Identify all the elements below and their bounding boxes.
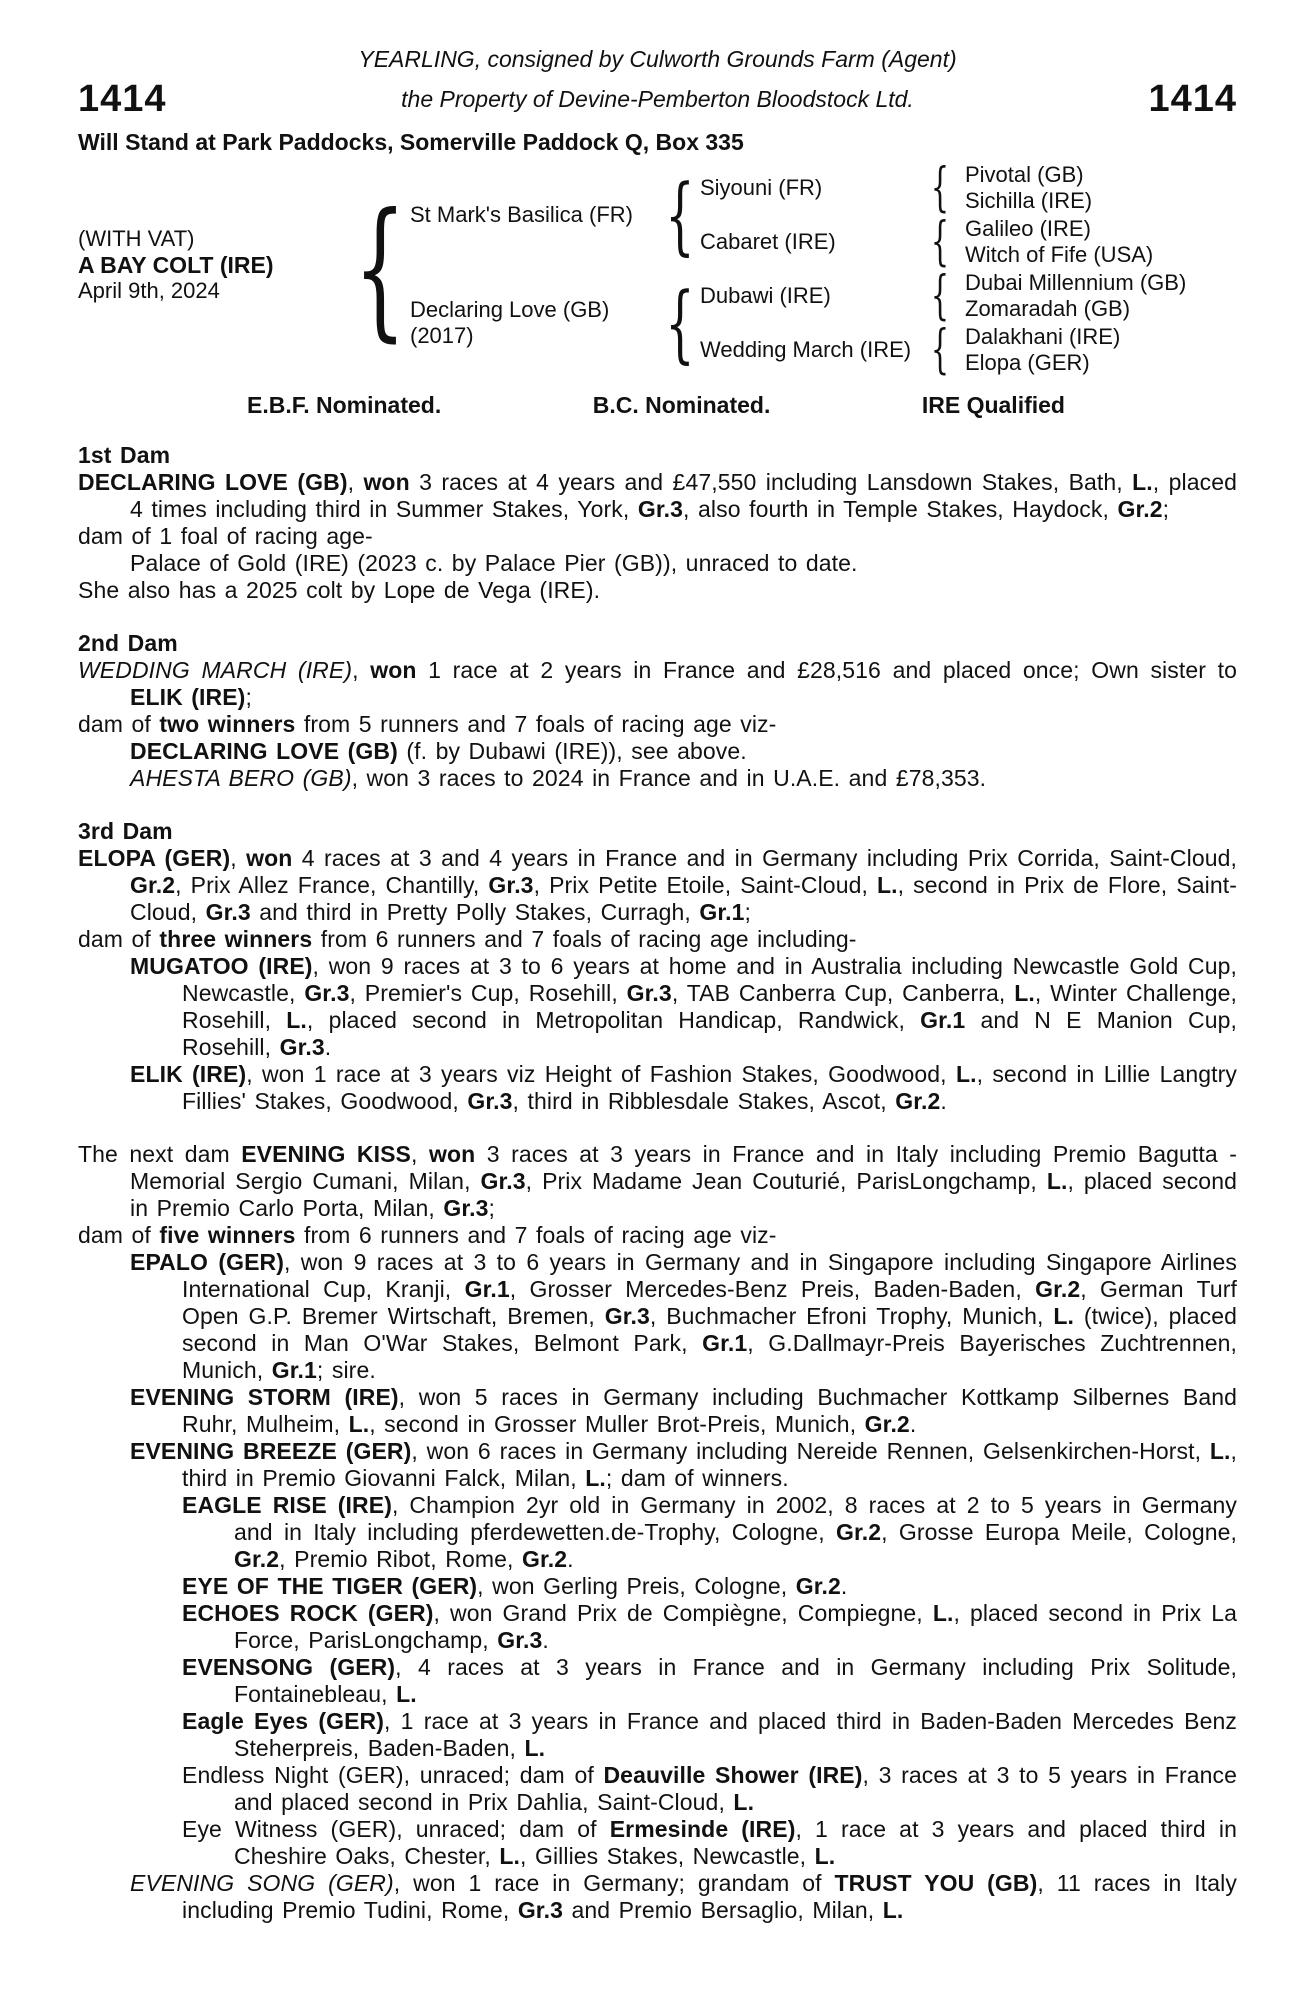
text-segment: Gr.1: [271, 1357, 317, 1383]
text-segment: , second in Lillie Langtry Fillies' Stakes, Goodwood,: [182, 1061, 1237, 1114]
text-segment: five winners: [159, 1222, 296, 1248]
text-segment: , won 6 races in Germany including Nereide Rennen, Gelsenkirchen-Horst,: [411, 1438, 1210, 1464]
gen3-ancestor: Sichilla (IRE): [965, 188, 1093, 213]
text-segment: Gr.2: [521, 1546, 568, 1572]
text-segment: ,: [352, 657, 371, 683]
sire-name: St Mark's Basilica (FR): [410, 202, 633, 227]
produce-intro-2: [78, 711, 1237, 738]
consignor-line: YEARLING, consigned by Culworth Grounds Farm (Agent): [358, 46, 957, 72]
text-segment: won: [363, 469, 410, 495]
text-segment: ,: [347, 469, 364, 495]
text-segment: , Grosse Europa Meile, Cologne,: [881, 1519, 1237, 1545]
text-segment: from 6 runners and 7 foals of racing age including-: [312, 926, 857, 952]
text-segment: Gr.2: [835, 1519, 882, 1545]
palace-of-gold-entry: [78, 550, 1237, 577]
text-segment: L.: [1053, 1303, 1074, 1329]
text-segment: , German Turf Open G.P. Bremer Wirtschaft, Bremen,: [182, 1276, 1237, 1329]
brace-icon: {: [930, 212, 950, 272]
text-segment: Gr.2: [130, 872, 176, 898]
text-segment: Eagle Eyes (GER): [182, 1708, 384, 1734]
endless-night-entry: [78, 1762, 1237, 1816]
text-segment: ELIK (IRE): [130, 684, 246, 710]
text-segment: dam of: [78, 1222, 160, 1248]
text-segment: , 1 race at 3 years and placed third in Cheshire Oaks, Chester,: [234, 1816, 1237, 1869]
text-segment: , Gillies Stakes, Newcastle,: [519, 1843, 815, 1869]
text-segment: Gr.1: [699, 899, 745, 925]
catalog-body: [78, 442, 1237, 1924]
text-segment: Eye Witness (GER), unraced; dam of: [182, 1816, 610, 1842]
text-segment: ELOPA (GER): [78, 845, 231, 871]
subject-name: A BAY COLT (IRE): [78, 252, 274, 278]
ire-qualified-label: IRE Qualified: [921, 392, 1065, 418]
text-segment: from 5 runners and 7 foals of racing age viz-: [295, 711, 777, 737]
text-segment: MUGATOO (IRE): [130, 953, 313, 979]
text-segment: , Prix Madame Jean Couturié, ParisLongchamp,: [525, 1168, 1047, 1194]
text-segment: EPALO (GER): [130, 1249, 284, 1275]
text-segment: Gr.3: [497, 1627, 543, 1653]
elopa-entry: [78, 845, 1237, 926]
text-segment: The next dam: [78, 1141, 242, 1167]
text-segment: EVENING BREEZE (GER): [130, 1438, 412, 1464]
text-segment: , placed 4 times including third in Summer Stakes, York,: [130, 469, 1238, 522]
evensong-entry: [78, 1654, 1237, 1708]
text-segment: , Winter Challenge, Rosehill,: [182, 980, 1237, 1033]
brace-icon: {: [665, 166, 695, 264]
elik-entry: [78, 1061, 1237, 1115]
text-segment: ,: [230, 845, 247, 871]
brace-icon: {: [353, 182, 407, 356]
gen3-ancestor: Elopa (GER): [965, 350, 1090, 375]
text-segment: Gr.3: [517, 1897, 563, 1923]
eye-witness-entry: [78, 1816, 1237, 1870]
text-segment: , G.Dallmayr-Preis Bayerisches Zuchtrennen, Munich,: [182, 1330, 1237, 1383]
text-segment: , Premio Ribot, Rome,: [279, 1546, 522, 1572]
property-line: the Property of Devine-Pemberton Bloodstock Ltd.: [401, 85, 914, 112]
colt-note: [78, 577, 1237, 604]
text-segment: won: [370, 657, 417, 683]
text-segment: , won 9 races at 3 to 6 years in Germany and in Singapore including Singapore Airlines International Cup, Kranji,: [182, 1249, 1237, 1302]
text-segment: , Prix Petite Etoile, Saint-Cloud,: [533, 872, 877, 898]
text-segment: .: [840, 1573, 848, 1599]
dam-year: (2017): [410, 323, 474, 348]
nominations-row: [78, 391, 1237, 420]
bc-nominated-label: B.C. Nominated.: [592, 392, 771, 418]
text-segment: Ermesinde (IRE): [609, 1816, 796, 1842]
text-segment: three winners: [159, 926, 313, 952]
sire-of-sire: Siyouni (FR): [700, 175, 823, 200]
produce-intro-3: [78, 926, 1237, 953]
evening-kiss-entry: [78, 1141, 1237, 1222]
sire-of-dam: Dubawi (IRE): [700, 283, 831, 308]
text-segment: Palace of Gold (IRE) (2023 c. by Palace Pier (GB)), unraced to date.: [130, 550, 858, 576]
text-segment: .: [940, 1088, 947, 1114]
text-segment: , placed second in Premio Carlo Porta, Milan,: [130, 1168, 1237, 1221]
dam-name: Declaring Love (GB): [410, 297, 610, 322]
text-segment: (f. by Dubawi (IRE)), see above.: [397, 738, 747, 764]
text-segment: , 1 race at 3 years in France and placed third in Baden-Baden Mercedes Benz Steherpreis, Baden-Baden,: [234, 1708, 1237, 1761]
text-segment: two winners: [159, 711, 296, 737]
pedigree-tree: [78, 158, 1237, 380]
text-segment: Gr.3: [637, 496, 684, 522]
produce-intro-1: [78, 523, 1237, 550]
text-segment: Deauville Shower (IRE): [603, 1762, 863, 1788]
gen3-ancestor: Pivotal (GB): [965, 162, 1084, 187]
text-segment: L.: [814, 1843, 836, 1869]
text-segment: , Grosser Mercedes-Benz Preis, Baden-Baden,: [509, 1276, 1036, 1302]
text-segment: Gr.2: [795, 1573, 841, 1599]
text-segment: , placed second in Metropolitan Handicap, Randwick,: [306, 1007, 921, 1033]
text-segment: won: [246, 845, 293, 871]
text-segment: , won 1 race in Germany; grandam of: [393, 1870, 835, 1896]
text-segment: L.: [1132, 469, 1153, 495]
brace-icon: {: [930, 320, 950, 380]
evening-song-entry: [78, 1870, 1237, 1924]
produce-intro-4: [78, 1222, 1237, 1249]
text-segment: from 6 runners and 7 foals of racing age viz-: [295, 1222, 777, 1248]
text-segment: , won 1 race at 3 years viz Height of Fashion Stakes, Goodwood,: [246, 1061, 956, 1087]
text-segment: EAGLE RISE (IRE): [182, 1492, 392, 1518]
text-segment: , TAB Canberra Cup, Canberra,: [671, 980, 1015, 1006]
brace-icon: {: [930, 158, 950, 218]
text-segment: ; sire.: [316, 1357, 376, 1383]
text-segment: L.: [877, 872, 898, 898]
foaling-date: April 9th, 2024: [78, 278, 220, 303]
text-segment: , Prix Allez France, Chantilly,: [175, 872, 489, 898]
ahesta-bero-entry: [78, 765, 1237, 792]
text-segment: EVENSONG (GER): [182, 1654, 396, 1680]
text-segment: 3 races at 4 years and £47,550 including Lansdown Stakes, Bath,: [409, 469, 1133, 495]
text-segment: , won 3 races to 2024 in France and in U.A.E. and £78,353.: [351, 765, 987, 791]
text-segment: dam of: [78, 926, 160, 952]
mugatoo-entry: [78, 953, 1237, 1061]
gen3-ancestor: Dalakhani (IRE): [965, 324, 1121, 349]
text-segment: Gr.3: [626, 980, 672, 1006]
text-segment: EYE OF THE TIGER (GER): [182, 1573, 478, 1599]
text-segment: , won Gerling Preis, Cologne,: [477, 1573, 796, 1599]
text-segment: 2nd Dam: [78, 630, 178, 656]
text-segment: and N E Manion Cup, Rosehill,: [182, 1007, 1237, 1060]
text-segment: L.: [955, 1061, 977, 1087]
text-segment: 1st Dam: [78, 442, 171, 468]
echoes-rock-entry: [78, 1600, 1237, 1654]
eagle-eyes-entry: [78, 1708, 1237, 1762]
ebf-nominated-label: E.B.F. Nominated.: [247, 392, 442, 418]
text-segment: , second in Grosser Muller Brot-Preis, Munich,: [369, 1411, 865, 1437]
text-segment: Gr.3: [467, 1088, 513, 1114]
text-segment: Gr.3: [488, 872, 534, 898]
declaring-love-produce: [78, 738, 1237, 765]
gen3-ancestor: Witch of Fife (USA): [965, 242, 1154, 267]
text-segment: 4 races at 3 and 4 years in France and in Germany including Prix Corrida, Saint-Cloud,: [292, 845, 1238, 871]
text-segment: L.: [585, 1465, 606, 1491]
text-segment: , third in Premio Giovanni Falck, Milan,: [182, 1438, 1237, 1491]
text-segment: ; dam of winners.: [605, 1465, 789, 1491]
brace-icon: {: [930, 266, 950, 326]
text-segment: Gr.3: [480, 1168, 526, 1194]
text-segment: dam of: [78, 711, 160, 737]
text-segment: ECHOES ROCK (GER): [182, 1600, 434, 1626]
text-segment: Gr.3: [443, 1195, 489, 1221]
text-segment: ;: [488, 1195, 496, 1221]
lot-number-right: 1414: [1148, 78, 1237, 120]
text-segment: L.: [733, 1789, 755, 1815]
evening-storm-entry: [78, 1384, 1237, 1438]
text-segment: , also fourth in Temple Stakes, Haydock,: [683, 496, 1118, 522]
text-segment: Gr.3: [205, 899, 251, 925]
epalo-entry: [78, 1249, 1237, 1384]
text-segment: Gr.2: [1035, 1276, 1081, 1302]
text-segment: Gr.2: [895, 1088, 941, 1114]
dam3-heading: [78, 818, 1237, 845]
text-segment: dam of 1 foal of racing age-: [78, 523, 373, 549]
declaring-love-entry: [78, 469, 1237, 523]
lot-number-left: 1414: [78, 78, 167, 120]
text-segment: .: [567, 1546, 574, 1572]
text-segment: She also has a 2025 colt by Lope de Vega (IRE).: [78, 577, 601, 603]
text-segment: , won 9 races at 3 to 6 years at home and in Australia including Newcastle Gold Cup, Newcastle,: [182, 953, 1238, 1006]
text-segment: ;: [744, 899, 752, 925]
text-segment: L.: [1014, 980, 1035, 1006]
brace-icon: {: [665, 274, 695, 372]
lot-row: [78, 78, 1237, 120]
dam2-heading: [78, 630, 1237, 657]
text-segment: Gr.1: [702, 1330, 748, 1356]
text-segment: Endless Night (GER), unraced; dam of: [182, 1762, 604, 1788]
text-segment: Gr.3: [604, 1303, 650, 1329]
text-segment: L.: [1046, 1168, 1068, 1194]
vat-note: (WITH VAT): [78, 226, 195, 251]
text-segment: Gr.1: [464, 1276, 510, 1302]
text-segment: DECLARING LOVE (GB): [78, 469, 348, 495]
gen3-ancestor: Galileo (IRE): [965, 216, 1091, 241]
text-segment: , 11 races in Italy including Premio Tudini, Rome,: [182, 1870, 1237, 1923]
text-segment: L.: [932, 1600, 954, 1626]
text-segment: ELIK (IRE): [130, 1061, 247, 1087]
text-segment: EVENING STORM (IRE): [130, 1384, 399, 1410]
text-segment: ,: [411, 1141, 429, 1167]
text-segment: , 3 races at 3 to 5 years in France and placed second in Prix Dahlia, Saint-Cloud,: [234, 1762, 1237, 1815]
dam-of-dam: Wedding March (IRE): [700, 337, 912, 362]
text-segment: , won Grand Prix de Compiègne, Compiegne,: [433, 1600, 933, 1626]
text-segment: L.: [499, 1843, 520, 1869]
text-segment: , placed second in Prix La Force, ParisLongchamp,: [234, 1600, 1238, 1653]
text-segment: L.: [524, 1735, 546, 1761]
text-segment: AHESTA BERO (GB): [130, 765, 352, 791]
text-segment: L.: [286, 1007, 307, 1033]
text-segment: , 4 races at 3 years in France and in Germany including Prix Solitude, Fontainebleau,: [234, 1654, 1237, 1707]
text-segment: ;: [245, 684, 252, 710]
text-segment: .: [542, 1627, 549, 1653]
text-segment: , Premier's Cup, Rosehill,: [349, 980, 627, 1006]
text-segment: and Premio Bersaglio, Milan,: [562, 1897, 883, 1923]
text-segment: L.: [348, 1411, 370, 1437]
text-segment: Gr.1: [920, 1007, 966, 1033]
text-segment: TRUST YOU (GB): [834, 1870, 1038, 1896]
dam-of-sire: Cabaret (IRE): [700, 229, 836, 254]
eagle-rise-entry: [78, 1492, 1237, 1573]
evening-breeze-entry: [78, 1438, 1237, 1492]
text-segment: Gr.2: [864, 1411, 910, 1437]
text-segment: EVENING SONG (GER): [130, 1870, 394, 1896]
text-segment: L.: [1209, 1438, 1231, 1464]
text-segment: 1 race at 2 years in France and £28,516 and placed once; Own sister to: [416, 657, 1238, 683]
dam1-heading: [78, 442, 1237, 469]
wedding-march-entry: [78, 657, 1237, 711]
text-segment: EVENING KISS: [241, 1141, 411, 1167]
text-segment: , third in Ribblesdale Stakes, Ascot,: [512, 1088, 896, 1114]
text-segment: 3 races at 3 years in France and in Italy including Premio Bagutta - Memorial Sergio Cumani, Milan,: [130, 1141, 1237, 1194]
text-segment: , Buchmacher Efroni Trophy, Munich,: [649, 1303, 1054, 1329]
text-segment: Gr.2: [1117, 496, 1163, 522]
text-segment: , second in Prix de Flore, Saint-Cloud,: [130, 872, 1237, 925]
text-segment: Gr.2: [234, 1546, 280, 1572]
text-segment: 3rd Dam: [78, 818, 173, 844]
gen3-ancestor: Zomaradah (GB): [965, 296, 1131, 321]
text-segment: and third in Pretty Polly Stakes, Curragh,: [250, 899, 700, 925]
text-segment: ;: [1162, 496, 1170, 522]
page-header: [78, 45, 1237, 157]
stand-location-line: Will Stand at Park Paddocks, Somerville Paddock Q, Box 335: [78, 129, 744, 155]
text-segment: .: [909, 1411, 917, 1437]
text-segment: Gr.3: [304, 980, 350, 1006]
text-segment: (twice), placed second in Man O'War Stakes, Belmont Park,: [182, 1303, 1237, 1356]
text-segment: DECLARING LOVE (GB): [130, 738, 398, 764]
text-segment: L.: [882, 1897, 904, 1923]
gen3-ancestor: Dubai Millennium (GB): [965, 270, 1187, 295]
eye-of-the-tiger-entry: [78, 1573, 1237, 1600]
text-segment: Gr.3: [279, 1034, 325, 1060]
text-segment: won: [428, 1141, 476, 1167]
text-segment: , Champion 2yr old in Germany in 2002, 8 races at 2 to 5 years in Germany and in Italy including pferdewetten.de-Trophy, Cologne,: [234, 1492, 1237, 1545]
text-segment: L.: [396, 1681, 417, 1707]
text-segment: WEDDING MARCH (IRE): [78, 657, 353, 683]
text-segment: , won 5 races in Germany including Buchmacher Kottkamp Silbernes Band Ruhr, Mulheim,: [182, 1384, 1237, 1437]
text-segment: .: [324, 1034, 332, 1060]
